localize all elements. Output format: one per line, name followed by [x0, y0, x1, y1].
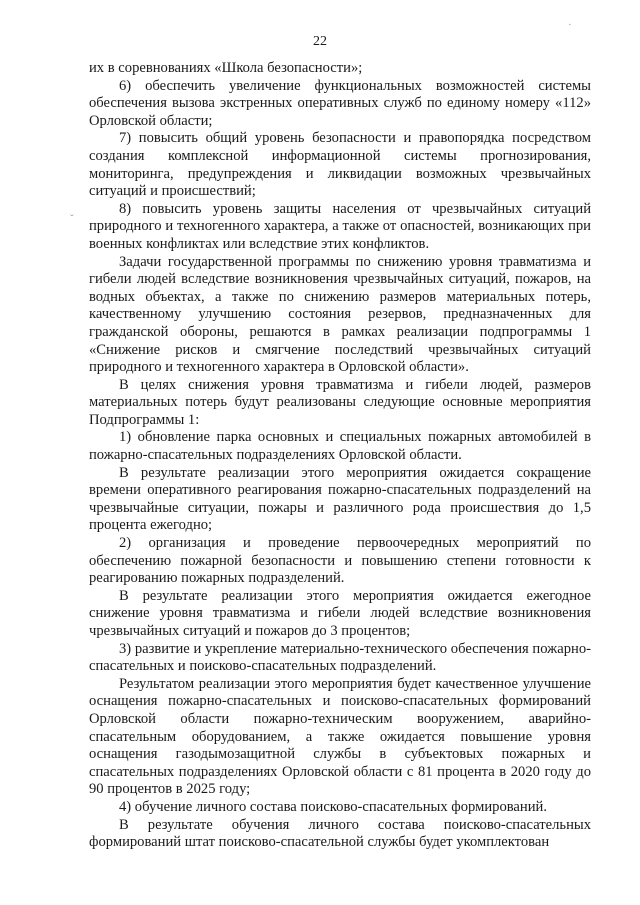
paragraph-item-7: 7) повысить общий уровень безопасности и правопорядка посредством создания комплексной информационной системы прогнозирования, мониторинга, предупреждения и ликвидации возможных чрезвычайных ситуаций и происшествий;	[89, 130, 591, 200]
page-number: 22	[313, 34, 327, 49]
paragraph-item-8: 8) повысить уровень защиты населения от чрезвычайных ситуаций природного и техногенного характера, а также от опасностей, возникающих при военных конфликтах или вследствие этих конфликтов.	[89, 200, 591, 252]
paragraph-measure-1: 1) обновление парка основных и специальных пожарных автомобилей в пожарно-спасательных подразделениях Орловской области.	[89, 429, 591, 464]
body-text	[89, 60, 591, 852]
paragraph-item-6: 6) обеспечить увеличение функциональных возможностей системы обеспечения вызова экстренных оперативных служб по единому номеру «112» Орловской области;	[89, 77, 591, 129]
paragraph-measure-1-result: В результате реализации этого мероприятия ожидается сокращение времени оперативного реагирования пожарно-спасательных подразделений на чрезвычайные ситуации, пожары и различного рода происшествия до 1,5 процента ежегодно;	[89, 464, 591, 534]
paragraph-measure-3: 3) развитие и укрепление материально-технического обеспечения пожарно-спасательных и поисково-спасательных подразделений.	[89, 640, 591, 675]
paragraph-measure-4-result: В результате обучения личного состава поисково-спасательных формирований штат поисково-спасательной службы будет укомплектован	[89, 816, 591, 851]
paragraph-program-tasks: Задачи государственной программы по снижению уровня травматизма и гибели людей вследствие возникновения чрезвычайных ситуаций, пожаров, на водных объектах, а также по снижению размеров материальных потерь, качественному улучшению состояния резервов, предназначенных для гражданской обороны, решаются в рамках реализации подпрограммы 1 «Снижение рисков и смягчение последствий чрезвычайных ситуаций природного и техногенного характера в Орловской области».	[89, 253, 591, 376]
paragraph-measure-2-result: В результате реализации этого мероприятия ожидается ежегодное снижение уровня травматизма и гибели людей вследствие возникновения чрезвычайных ситуаций и пожаров до 3 процентов;	[89, 587, 591, 639]
paragraph-measures-intro: В целях снижения уровня травматизма и гибели людей, размеров материальных потерь будут реализованы следующие основные мероприятия Подпрограммы 1:	[89, 376, 591, 428]
paragraph-continuation: их в соревнованиях «Школа безопасности»;	[89, 60, 363, 76]
paragraph-measure-3-result: Результатом реализации этого мероприятия будет качественное улучшение оснащения пожарно-спасательных и поисково-спасательных формирований Орловской области пожарно-техническим вооружением, аварийно-спасательным оборудованием, а также ожидается повышение уровня оснащения газодымозащитной службы в субъектовых пожарных и спасательных подразделениях Орловской области с 81 процента в 2020 году до 90 процентов в 2025 году;	[89, 675, 591, 798]
scan-mark-left-margin: ˇ	[70, 213, 74, 225]
scan-mark-top-right: ·	[568, 19, 572, 31]
paragraph-measure-2: 2) организация и проведение первоочередных мероприятий по обеспечению пожарной безопасности и повышению степени готовности к реагированию пожарных подразделений.	[89, 535, 591, 587]
paragraph-measure-4: 4) обучение личного состава поисково-спасательных формирований.	[119, 798, 547, 815]
